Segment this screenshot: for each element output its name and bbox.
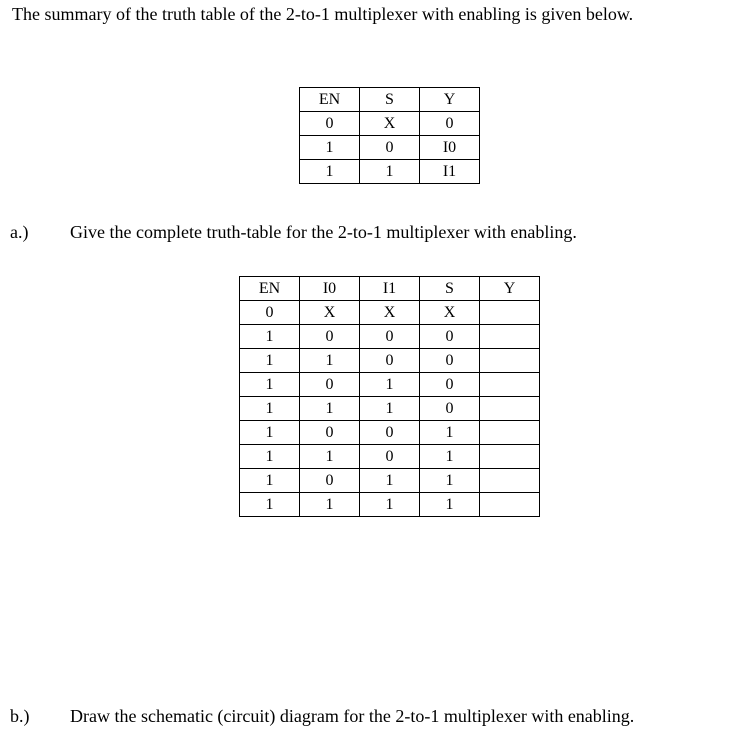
table-cell: 0 bbox=[360, 445, 420, 469]
table-cell: 0 bbox=[420, 325, 480, 349]
table-header-row bbox=[300, 88, 480, 112]
table-cell: X bbox=[360, 301, 420, 325]
table-cell: 0 bbox=[420, 349, 480, 373]
table-row bbox=[240, 349, 540, 373]
table-row bbox=[240, 301, 540, 325]
table-cell: 1 bbox=[360, 397, 420, 421]
table-cell: 0 bbox=[300, 325, 360, 349]
table-cell: 0 bbox=[420, 397, 480, 421]
answer-cell bbox=[480, 301, 540, 325]
header-cell: I1 bbox=[360, 277, 420, 301]
part-a-question: Give the complete truth-table for the 2-to-1 multiplexer with enabling. bbox=[70, 222, 577, 242]
table-row bbox=[300, 112, 480, 136]
table-row bbox=[240, 325, 540, 349]
header-cell: S bbox=[420, 277, 480, 301]
answer-cell bbox=[480, 397, 540, 421]
table-row bbox=[240, 397, 540, 421]
table-row bbox=[240, 421, 540, 445]
intro-text: The summary of the truth table of the 2-to-1 multiplexer with enabling is given below. bbox=[12, 4, 634, 24]
table-cell: 1 bbox=[420, 421, 480, 445]
table-cell: 0 bbox=[360, 325, 420, 349]
part-a-label: a.) bbox=[10, 222, 29, 242]
table-cell: 1 bbox=[300, 445, 360, 469]
table-cell: 0 bbox=[420, 373, 480, 397]
header-cell: EN bbox=[240, 277, 300, 301]
table-cell: 1 bbox=[300, 136, 360, 160]
table-cell: 0 bbox=[300, 112, 360, 136]
table-cell: 1 bbox=[240, 493, 300, 517]
table-cell: 1 bbox=[240, 469, 300, 493]
table-cell: 1 bbox=[240, 421, 300, 445]
header-cell: S bbox=[360, 88, 420, 112]
table-cell: 1 bbox=[420, 493, 480, 517]
table-cell: 1 bbox=[240, 397, 300, 421]
header-cell: I0 bbox=[300, 277, 360, 301]
table-header-row bbox=[240, 277, 540, 301]
header-cell: Y bbox=[420, 88, 480, 112]
table-cell: X bbox=[420, 301, 480, 325]
complete-truth-table bbox=[239, 276, 540, 517]
summary-truth-table bbox=[299, 87, 480, 184]
table-row bbox=[240, 445, 540, 469]
table-cell: 1 bbox=[240, 325, 300, 349]
table-cell: 1 bbox=[300, 493, 360, 517]
table-cell: 0 bbox=[300, 421, 360, 445]
table-cell: 1 bbox=[420, 445, 480, 469]
table-cell: 1 bbox=[300, 160, 360, 184]
header-cell: EN bbox=[300, 88, 360, 112]
answer-cell bbox=[480, 493, 540, 517]
table-cell: 1 bbox=[240, 373, 300, 397]
table-cell: 0 bbox=[360, 349, 420, 373]
header-cell: Y bbox=[480, 277, 540, 301]
table-cell: 0 bbox=[420, 112, 480, 136]
answer-cell bbox=[480, 349, 540, 373]
answer-cell bbox=[480, 373, 540, 397]
table-cell: 0 bbox=[360, 421, 420, 445]
table-row bbox=[300, 160, 480, 184]
part-b-label: b.) bbox=[10, 706, 30, 726]
table-cell: 0 bbox=[240, 301, 300, 325]
table-cell: 0 bbox=[300, 469, 360, 493]
answer-cell bbox=[480, 421, 540, 445]
answer-cell bbox=[480, 325, 540, 349]
table-cell: 1 bbox=[360, 160, 420, 184]
table-row bbox=[300, 136, 480, 160]
table-cell: 1 bbox=[360, 469, 420, 493]
table-cell: X bbox=[360, 112, 420, 136]
answer-cell bbox=[480, 445, 540, 469]
table-cell: 0 bbox=[300, 373, 360, 397]
table-row bbox=[240, 469, 540, 493]
table-cell: 1 bbox=[420, 469, 480, 493]
table-cell: I0 bbox=[420, 136, 480, 160]
table-cell: 1 bbox=[300, 397, 360, 421]
answer-cell bbox=[480, 469, 540, 493]
table-cell: 1 bbox=[240, 445, 300, 469]
part-b-question: Draw the schematic (circuit) diagram for the 2-to-1 multiplexer with enabling. bbox=[70, 706, 635, 726]
table-cell: I1 bbox=[420, 160, 480, 184]
table-row bbox=[240, 493, 540, 517]
table-cell: 1 bbox=[360, 493, 420, 517]
table-cell: 0 bbox=[360, 136, 420, 160]
table-cell: 1 bbox=[240, 349, 300, 373]
table-row bbox=[240, 373, 540, 397]
table-cell: 1 bbox=[360, 373, 420, 397]
table-cell: X bbox=[300, 301, 360, 325]
table-cell: 1 bbox=[300, 349, 360, 373]
